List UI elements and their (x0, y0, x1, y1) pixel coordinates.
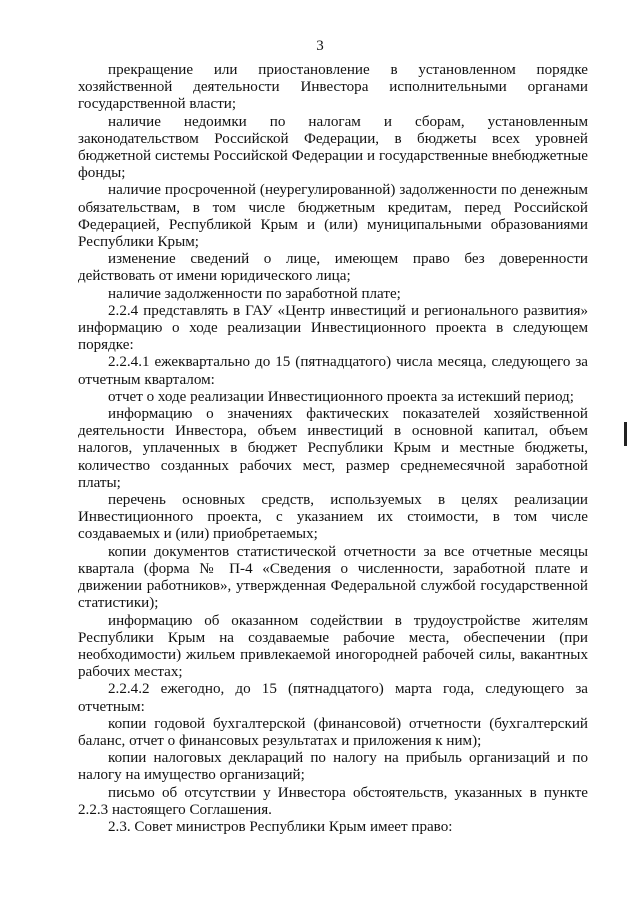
paragraph: 2.2.4 представлять в ГАУ «Центр инвестиций и регионального развития» информацию о ходе реализации Инвестиционного проекта в следующем порядке: (78, 302, 588, 354)
paragraph: 2.2.4.1 ежеквартально до 15 (пятнадцатого) числа месяца, следующего за отчетным кварталом: (78, 354, 588, 388)
paragraph: прекращение или приостановление в установленном порядке хозяйственной деятельности Инвестора исполнительными органами государственной власти; (78, 62, 588, 113)
paragraph: копии годовой бухгалтерской (финансовой) отчетности (бухгалтерский баланс, отчет о финансовых результатах и приложения к ним); (78, 715, 588, 749)
document-body (78, 62, 588, 836)
paragraph: 2.3. Совет министров Республики Крым имеет право: (108, 818, 453, 835)
paragraph: перечень основных средств, используемых в целях реализации Инвестиционного проекта, с указанием их стоимости, в том числе создаваемых и (или) приобретаемых; (78, 492, 588, 543)
paragraph: информацию об оказанном содействии в трудоустройстве жителям Республики Крым на создаваемые рабочие места, обеспечении (при необходимости) жильем привлекаемой иногородней рабочей силы, вакантных рабочих местах; (78, 612, 588, 681)
scan-edge-mark (624, 422, 627, 446)
paragraph: письмо об отсутствии у Инвестора обстоятельств, указанных в пункте 2.2.3 настоящего Соглашения. (78, 784, 588, 818)
paragraph: наличие недоимки по налогам и сборам, установленным законодательством Российской Федерации, в бюджеты всех уровней бюджетной системы Российской Федерации и государственные внебюджетные фонды; (78, 113, 588, 182)
paragraph: информацию о значениях фактических показателей хозяйственной деятельности Инвестора, объем инвестиций в основной капитал, объем налогов, уплаченных в бюджет Республики Крым и местные бюджеты, количество созданных рабочих мест, размер среднемесячной заработной платы; (78, 406, 588, 491)
paragraph: копии документов статистической отчетности за все отчетные месяцы квартала (форма № П-4 «Сведения о численности, заработной плате и движении работников», утвержденная Федеральной службой государственной статистики); (78, 543, 588, 612)
paragraph: отчет о ходе реализации Инвестиционного проекта за истекший период; (108, 388, 574, 405)
paragraph: копии налоговых деклараций по налогу на прибыль организаций и по налогу на имущество организаций; (78, 750, 588, 784)
paragraph: наличие просроченной (неурегулированной) задолженности по денежным обязательствам, в том числе бюджетным кредитам, перед Российской Федерацией, Республикой Крым и (или) муниципальными образованиями Республики Крым; (78, 182, 588, 251)
paragraph: 2.2.4.2 ежегодно, до 15 (пятнадцатого) марта года, следующего за отчетным: (78, 681, 588, 715)
page-number: 3 (316, 38, 324, 54)
paragraph: наличие задолженности по заработной плате; (108, 285, 401, 302)
paragraph: изменение сведений о лице, имеющем право без доверенности действовать от имени юридического лица; (78, 251, 588, 285)
